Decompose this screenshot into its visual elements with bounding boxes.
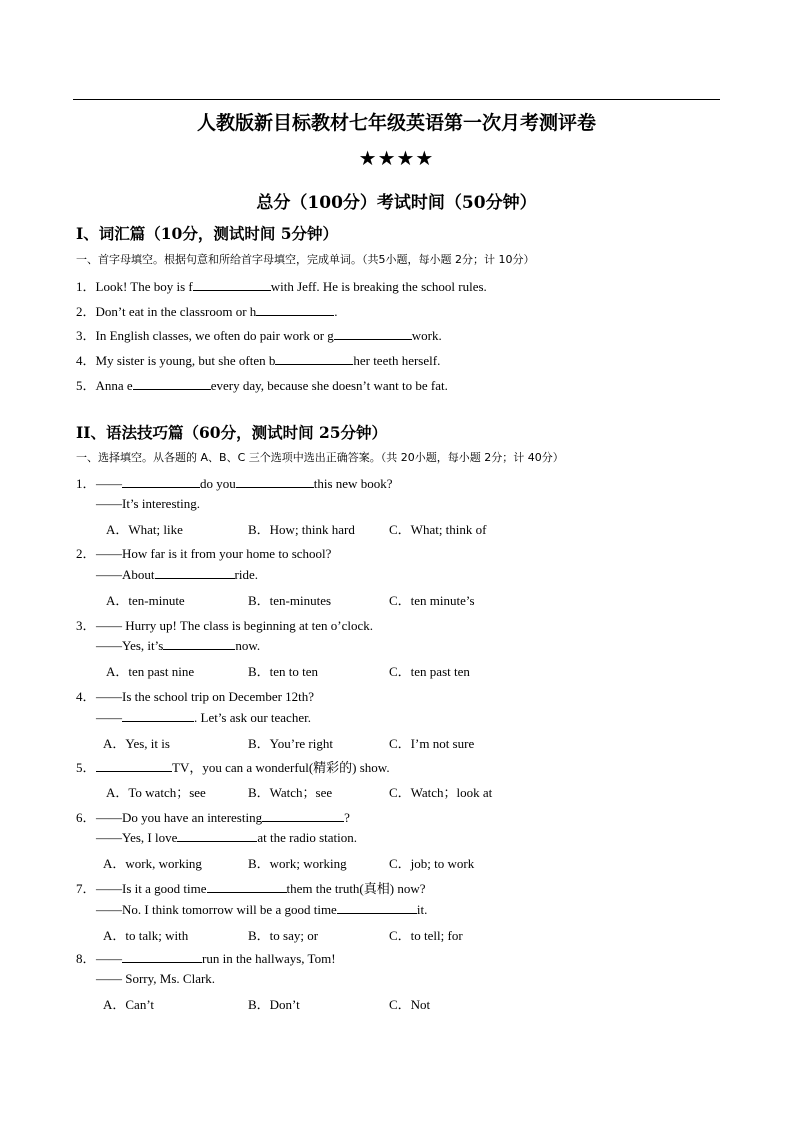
- question-3-option-a[interactable]: A．ten past nine: [106, 664, 195, 679]
- vocab-item-3: 3．In English classes, we often do pair work or g work.: [76, 328, 442, 343]
- question-8-line-2: —— Sorry, Ms. Clark.: [96, 971, 216, 986]
- question-3-line-2: ——Yes, it’s now.: [96, 638, 261, 653]
- question-6-line-2: ——Yes, I love at the radio station.: [96, 830, 358, 845]
- grammar-heading: II、语法技巧篇（60分，测试时间 25分钟）: [76, 423, 388, 442]
- grammar-instruction: 一、选择填空。从各题的 A、B、C 三个选项中选出正确答案。（共 20小题，每小题 2分；计 40分）: [76, 451, 564, 464]
- question-7-option-b[interactable]: B．to say; or: [248, 928, 319, 943]
- question-8-option-c[interactable]: C．Not: [389, 997, 431, 1012]
- question-6-option-a[interactable]: A．work, working: [103, 856, 202, 871]
- vocab-item-2: 2．Don’t eat in the classroom or h .: [76, 304, 338, 319]
- vocab-instruction: 一、首字母填空。根据句意和所给首字母填空，完成单词。（共5小题，每小题 2分；计 10分）: [76, 253, 535, 266]
- question-1-option-a[interactable]: A．What; like: [106, 522, 183, 537]
- question-8-line-1: 8．—— run in the hallways, Tom!: [76, 951, 336, 966]
- top-rule: [73, 99, 720, 100]
- question-2-line-1: 2．——How far is it from your home to school?: [76, 546, 332, 561]
- question-5-option-a[interactable]: A．To watch；see: [106, 785, 206, 800]
- question-6-option-c[interactable]: C．job; to work: [389, 856, 475, 871]
- question-7-line-2: ——No. I think tomorrow will be a good time it.: [96, 902, 428, 917]
- question-8-option-b[interactable]: B．Don’t: [248, 997, 300, 1012]
- exam-title: 人教版新目标教材七年级英语第一次月考测评卷: [196, 112, 596, 134]
- question-2-option-a[interactable]: A．ten-minute: [106, 593, 185, 608]
- question-7-line-1: 7．——Is it a good time them the truth(真相) now?: [76, 881, 426, 896]
- question-4-line-1: 4．——Is the school trip on December 12th?: [76, 689, 315, 704]
- question-2-option-b[interactable]: B．ten-minutes: [248, 593, 332, 608]
- question-6-option-b[interactable]: B．work; working: [248, 856, 347, 871]
- question-3-option-c[interactable]: C．ten past ten: [389, 664, 470, 679]
- question-1-option-b[interactable]: B．How; think hard: [248, 522, 355, 537]
- question-4-option-a[interactable]: A．Yes, it is: [103, 736, 170, 751]
- question-6-line-1: 6．——Do you have an interesting ?: [76, 810, 350, 825]
- vocab-item-4: 4．My sister is young, but she often b her teeth herself.: [76, 353, 441, 368]
- question-5-line-1: 5． TV，you can a wonderful(精彩的) show.: [76, 760, 390, 775]
- question-3-line-1: 3．—— Hurry up! The class is beginning at ten o’clock.: [76, 618, 374, 633]
- question-7-option-c[interactable]: C．to tell; for: [389, 928, 463, 943]
- vocab-item-5: 5．Anna e every day, because she doesn’t want to be fat.: [76, 378, 448, 393]
- vocab-item-1: 1．Look! The boy is f with Jeff. He is breaking the school rules.: [76, 279, 487, 294]
- question-2-line-2: ——About ride.: [96, 567, 258, 582]
- question-4-line-2: —— . Let’s ask our teacher.: [96, 710, 311, 725]
- score-time: 总分（100分）考试时间（50分钟）: [256, 193, 537, 213]
- question-1-line-1: 1．—— do you this new book?: [76, 476, 393, 491]
- question-2-option-c[interactable]: C．ten minute’s: [389, 593, 475, 608]
- vocab-heading: I、词汇篇（10分，测试时间 5分钟）: [76, 224, 339, 243]
- question-1-option-c[interactable]: C．What; think of: [389, 522, 487, 537]
- question-4-option-c[interactable]: C．I’m not sure: [389, 736, 475, 751]
- question-4-option-b[interactable]: B．You’re right: [248, 736, 333, 751]
- question-8-option-a[interactable]: A．Can’t: [103, 997, 155, 1012]
- question-1-line-2: ——It’s interesting.: [96, 496, 200, 511]
- question-7-option-a[interactable]: A．to talk; with: [103, 928, 189, 943]
- question-5-option-b[interactable]: B．Watch；see: [248, 785, 333, 800]
- question-5-option-c[interactable]: C．Watch；look at: [389, 785, 493, 800]
- difficulty-stars: ★★★★: [358, 146, 435, 170]
- question-3-option-b[interactable]: B．ten to ten: [248, 664, 319, 679]
